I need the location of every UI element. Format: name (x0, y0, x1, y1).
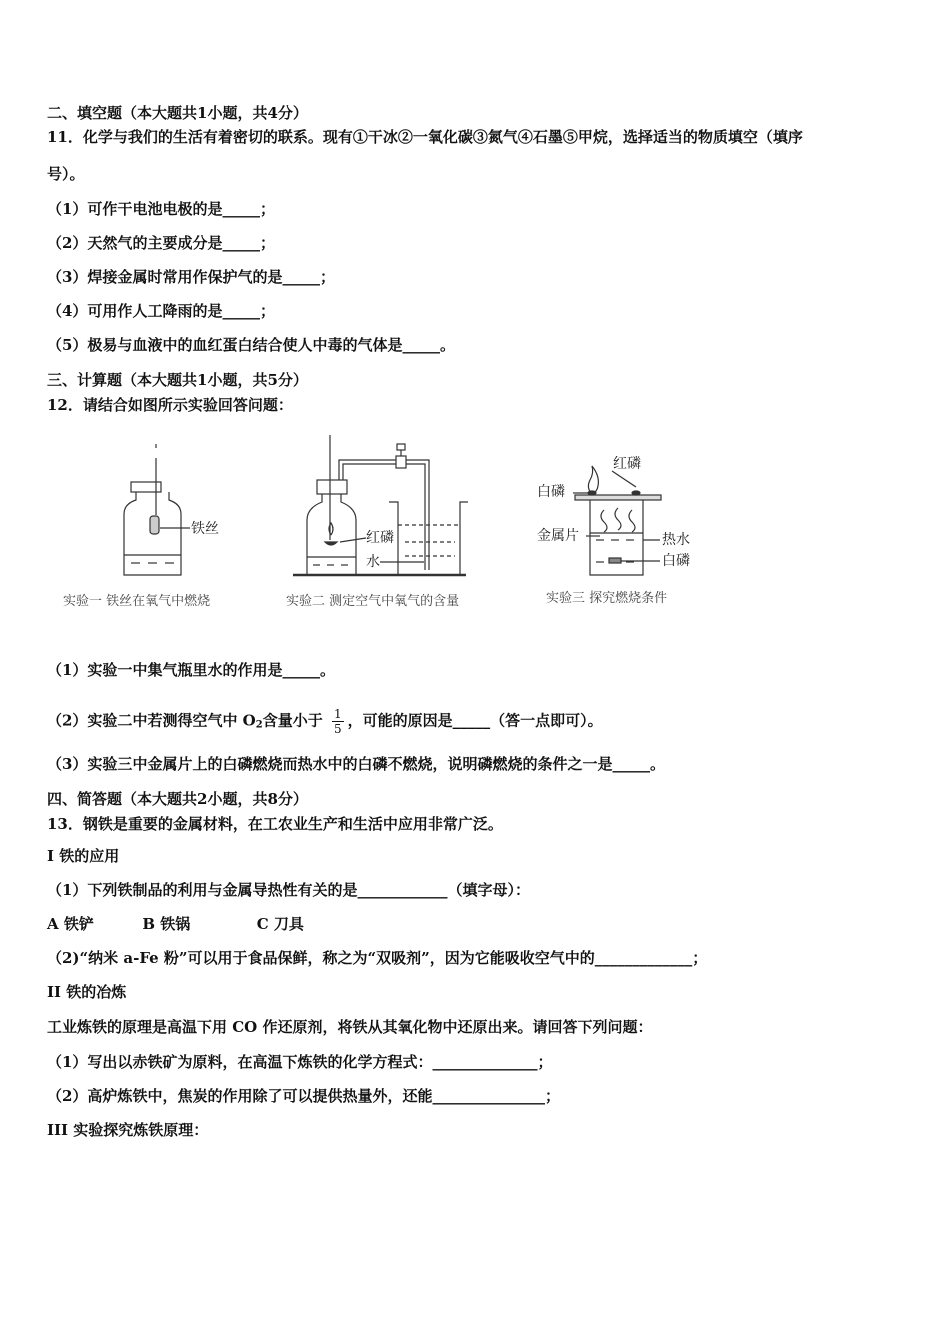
q11-item-1: （1）可作干电池电极的是_____； (47, 200, 275, 218)
question-11-stem-cont: 号）。 (47, 165, 85, 183)
part-1-question-1: （1）下列铁制品的利用与金属导热性有关的是____________（填字母）： (47, 881, 530, 899)
fraction-numerator: 1 (333, 707, 342, 721)
exp3-label-white-phosphorus-bottom: 白磷 (662, 553, 690, 569)
exp1-label-iron-wire: 铁丝 (191, 521, 219, 537)
experiment-1-diagram (124, 444, 190, 575)
part-2-question-2: （2）高炉炼铁中，焦炭的作用除了可以提供热量外，还能_______________； (47, 1087, 560, 1105)
q12-part-2 (47, 707, 603, 736)
q12-part-2-text-a: （2）实验二中若测得空气中 O (47, 711, 256, 730)
q11-item-5: （5）极易与血液中的血红蛋白结合使人中毒的气体是_____。 (47, 336, 455, 354)
exp1-caption: 实验一 铁丝在氧气中燃烧 (63, 594, 211, 609)
option-b: B 铁锅 (142, 915, 191, 933)
experiment-3-diagram (573, 466, 661, 575)
exp3-label-white-phosphorus-top: 白磷 (537, 484, 565, 500)
section-4-heading: 四、简答题（本大题共2小题，共8分） (47, 790, 308, 808)
part-2-question-1: （1）写出以赤铁矿为原料，在高温下炼铁的化学方程式：______________； (47, 1053, 553, 1071)
q11-item-3: （3）焊接金属时常用作保护气的是_____； (47, 268, 335, 286)
exp3-caption: 实验三 探究燃烧条件 (546, 591, 668, 606)
exp2-caption: 实验二 测定空气中氧气的含量 (286, 594, 460, 609)
part-3-title: III 实验探究炼铁原理： (47, 1121, 209, 1139)
part-2-intro: 工业炼铁的原理是高温下用 CO 作还原剂，将铁从其氧化物中还原出来。请回答下列问题： (47, 1018, 653, 1036)
part-2-title: II 铁的冶炼 (47, 983, 127, 1001)
oxygen-subscript: 2 (255, 719, 263, 731)
section-2-heading: 二、填空题（本大题共1小题，共4分） (47, 104, 308, 122)
exp3-label-red-phosphorus: 红磷 (613, 456, 641, 472)
experiment-figure (0, 430, 950, 620)
q12-part-1: （1）实验一中集气瓶里水的作用是_____。 (47, 661, 335, 679)
one-fifth-fraction (332, 707, 344, 736)
question-13-stem: 13．钢铁是重要的金属材料，在工农业生产和生活中应用非常广泛。 (47, 815, 503, 833)
q12-part-2-text-c: ，可能的原因是_____（答一点即可）。 (347, 711, 603, 730)
exp3-label-metal-sheet: 金属片 (537, 528, 579, 544)
question-12-stem: 12．请结合如图所示实验回答问题： (47, 396, 293, 414)
fraction-denominator: 5 (333, 722, 342, 736)
part-1-title: I 铁的应用 (47, 847, 120, 865)
options-row (47, 914, 304, 934)
q12-part-2-text-b: 含量小于 (262, 711, 323, 730)
question-11-stem: 11．化学与我们的生活有着密切的联系。现有①干冰②一氧化碳③氮气④石墨⑤甲烷，选择适当的物质填空（填序 (47, 128, 803, 146)
experiment-2-diagram (293, 435, 468, 575)
q11-item-4: （4）可用作人工降雨的是_____； (47, 302, 275, 320)
part-1-question-2: （2)“纳米 a-Fe 粉”可以用于食品保鲜，称之为“双吸剂”，因为它能吸收空气中的_____________； (47, 949, 708, 967)
option-a: A 铁铲 (47, 915, 94, 933)
option-c: C 刀具 (256, 915, 304, 933)
section-3-heading: 三、计算题（本大题共1小题，共5分） (47, 371, 308, 389)
exp2-label-red-phosphorus: 红磷 (366, 530, 394, 546)
exp2-label-water: 水 (366, 554, 380, 570)
q11-item-2: （2）天然气的主要成分是_____； (47, 234, 275, 252)
exp3-label-hot-water: 热水 (662, 532, 690, 548)
q12-part-3: （3）实验三中金属片上的白磷燃烧而热水中的白磷不燃烧，说明磷燃烧的条件之一是_____。 (47, 755, 665, 773)
